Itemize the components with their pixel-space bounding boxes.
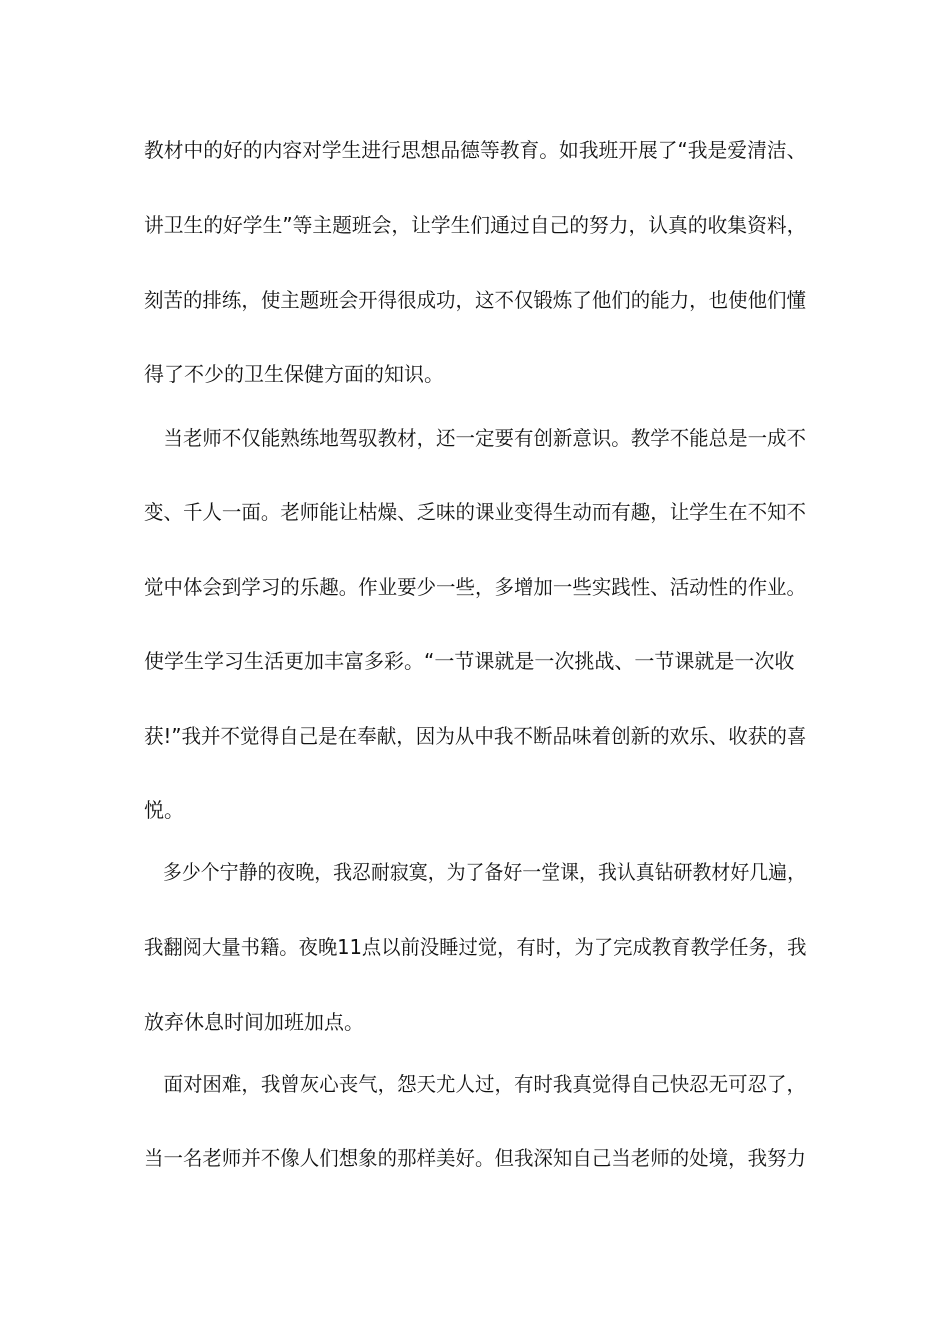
text-line: 使学生学习生活更加丰富多彩。“一节课就是一次挑战、一节课就是一次收	[144, 649, 795, 673]
text-line: 当老师不仅能熟练地驾驭教材，还一定要有创新意识。教学不能总是一成不	[144, 426, 806, 450]
text-line: 刻苦的排练，使主题班会开得很成功，这不仅锻炼了他们的能力，也使他们懂	[144, 288, 806, 312]
text-line: 放弃休息时间加班加点。	[144, 1010, 364, 1034]
text-line: 讲卫生的好学生”等主题班会，让学生们通过自己的努力，认真的收集资料，	[144, 213, 807, 237]
text-line: 教材中的好的内容对学生进行思想品德等教育。如我班开展了“我是爱清洁、	[144, 138, 807, 162]
text-line: 当一名老师并不像人们想象的那样美好。但我深知自己当老师的处境，我努力	[144, 1146, 806, 1170]
text-line: 面对困难，我曾灰心丧气，怨天尤人过，有时我真觉得自己快忍无可忍了，	[144, 1072, 806, 1096]
text-line: 获!”我并不觉得自己是在奉献，因为从中我不断品味着创新的欢乐、收获的喜	[144, 724, 807, 748]
text-line: 变、千人一面。老师能让枯燥、乏味的课业变得生动而有趣，让学生在不知不	[144, 500, 806, 524]
text-line: 我翻阅大量书籍。夜晚11点以前没睡过觉，有时，为了完成教育教学任务，我	[144, 935, 807, 959]
text-line: 觉中体会到学习的乐趣。作业要少一些，多增加一些实践性、活动性的作业。	[144, 575, 806, 599]
text-line: 悦。	[144, 798, 184, 822]
text-line: 多少个宁静的夜晚，我忍耐寂寞，为了备好一堂课，我认真钻研教材好几遍，	[144, 860, 806, 884]
text-line: 得了不少的卫生保健方面的知识。	[144, 362, 444, 386]
